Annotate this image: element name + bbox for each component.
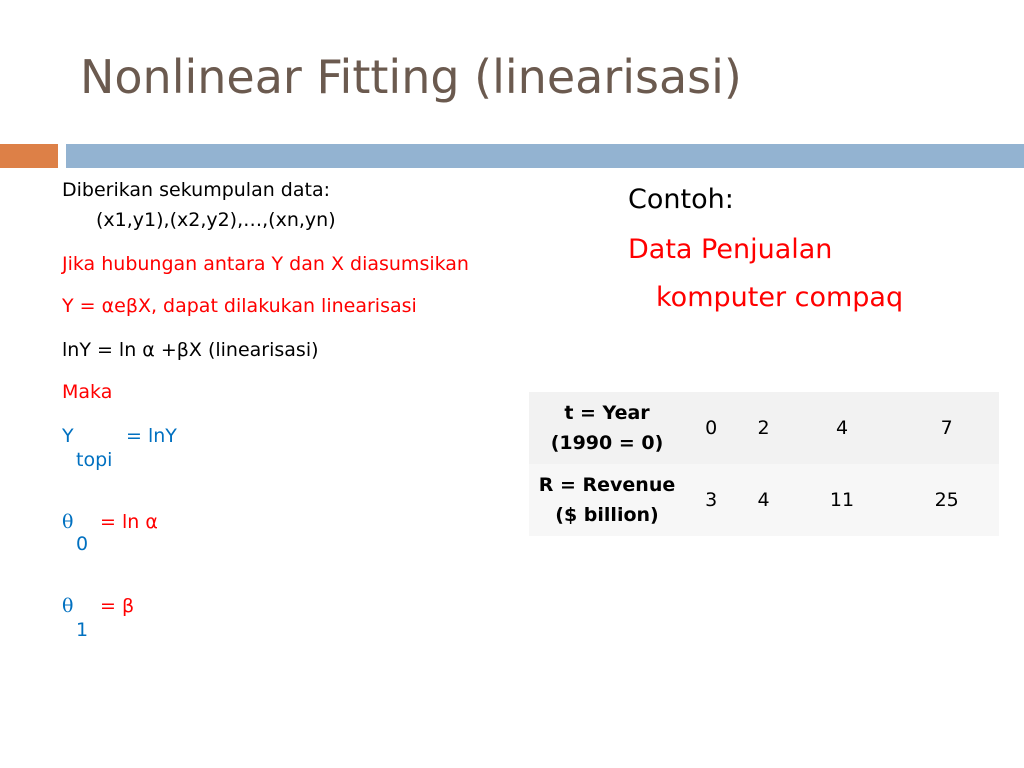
table-row-year xyxy=(529,392,999,464)
then-text: Maka xyxy=(62,381,113,403)
theta0-subscript: 0 xyxy=(76,533,89,555)
theta0-definition: = ln α xyxy=(100,511,158,533)
example-heading: Contoh: xyxy=(628,184,734,215)
theta1-symbol: θ xyxy=(62,595,74,617)
dataset-title-line-2: komputer compaq xyxy=(656,282,904,313)
year-cell: 4 xyxy=(790,392,895,464)
data-points-text: (x1,y1),(x2,y2),…,(xn,yn) xyxy=(96,209,336,231)
theta0-symbol: θ xyxy=(62,511,74,533)
year-cell: 7 xyxy=(894,392,999,464)
sales-data-table xyxy=(529,392,999,536)
dataset-title-line-1: Data Penjualan xyxy=(628,234,833,265)
theta1-subscript: 1 xyxy=(76,619,89,641)
accent-bar-orange xyxy=(0,144,58,168)
assumption-line-2: Y = αeβX, dapat dilakukan linearisasi xyxy=(62,295,417,317)
revenue-cell: 4 xyxy=(737,464,789,536)
y-topi-subscript: topi xyxy=(76,449,113,471)
y-topi-definition: = lnY xyxy=(126,425,177,447)
revenue-cell: 11 xyxy=(790,464,895,536)
linearization-equation: lnY = ln α +βX (linearisasi) xyxy=(62,339,319,361)
slide-title: Nonlinear Fitting (linearisasi) xyxy=(80,50,742,104)
revenue-header-line-2: ($ billion) xyxy=(555,504,659,526)
revenue-cell: 3 xyxy=(685,464,737,536)
revenue-header-line-1: R = Revenue xyxy=(538,474,676,496)
y-topi-symbol: Y xyxy=(62,425,74,447)
year-header-line-1: t = Year xyxy=(564,402,650,424)
year-cell: 0 xyxy=(685,392,737,464)
year-cell: 2 xyxy=(737,392,789,464)
accent-bar-blue xyxy=(66,144,1024,168)
revenue-cell: 25 xyxy=(894,464,999,536)
revenue-header-cell xyxy=(529,464,685,536)
year-header-cell xyxy=(529,392,685,464)
assumption-line-1: Jika hubungan antara Y dan X diasumsikan xyxy=(62,253,469,275)
given-text: Diberikan sekumpulan data: xyxy=(62,179,331,201)
year-header-line-2: (1990 = 0) xyxy=(550,432,664,454)
theta1-definition: = β xyxy=(100,595,135,617)
table-row-revenue xyxy=(529,464,999,536)
